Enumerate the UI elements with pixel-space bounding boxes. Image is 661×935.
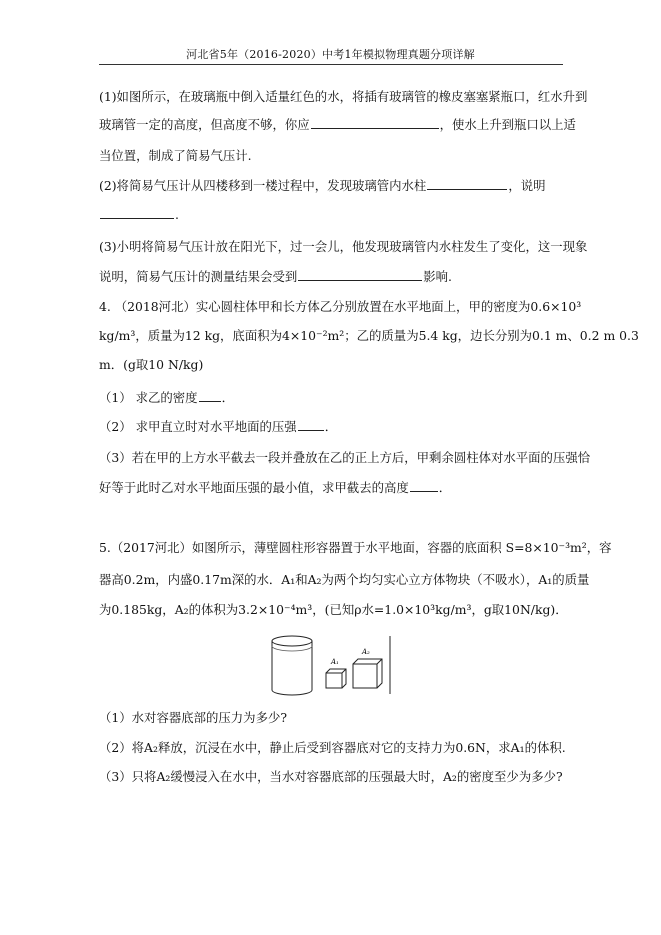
text-line: （3）若在甲的上方水平截去一段并叠放在乙的正上方后，甲剩余圆柱体对水平面的压强恰	[99, 450, 591, 465]
line-text-after-blank: ，使水上升到瓶口以上适	[439, 117, 576, 132]
label-a2: A₂	[362, 648, 370, 656]
text-line: 4. （2018河北）实心圆柱体甲和长方体乙分别放置在水平地面上，甲的密度为0.6×10³	[99, 299, 582, 314]
text-line	[99, 479, 451, 496]
line-text-before-blank: （2） 求甲直立时对水平地面的压强	[99, 419, 297, 434]
line-text-after-blank: ，说明	[508, 178, 546, 193]
line-text-before-blank: （1） 求乙的密度	[99, 390, 198, 405]
fill-in-blank	[410, 479, 438, 492]
text-line	[99, 206, 179, 223]
cube-a2	[353, 648, 382, 688]
fill-in-blank	[199, 389, 221, 402]
fill-in-blank	[427, 177, 507, 190]
text-line: 5.（2017河北）如图所示，薄壁圆柱形容器置于水平地面，容器的底面积 S=8×10⁻³m²，容	[99, 540, 612, 555]
fill-in-blank	[100, 206, 174, 219]
fill-in-blank	[298, 418, 324, 431]
fill-in-blank	[298, 268, 422, 281]
text-line	[99, 268, 452, 285]
container-blocks-figure	[264, 632, 394, 698]
text-line: 当位置，制成了简易气压计.	[99, 148, 252, 163]
text-line: （1）水对容器底部的压力为多少?	[99, 710, 287, 725]
text-line	[99, 418, 337, 435]
text-line: (1)如图所示，在玻璃瓶中倒入适量红色的水，将插有玻璃管的橡皮塞塞紧瓶口，红水升到	[99, 89, 588, 104]
text-line: 为0.185kg，A₂的体积为3.2×10⁻⁴m³，(已知ρ水=1.0×10³kg/m³，g取10N/kg)．	[99, 602, 568, 617]
line-text-before-blank: 玻璃管一定的高度，但高度不够，你应	[99, 117, 310, 132]
text-line: m．(g取10 N/kg)	[99, 357, 204, 372]
line-text-after-blank: ．	[221, 390, 234, 405]
fill-in-blank	[311, 116, 439, 129]
text-line: (3)小明将简易气压计放在阳光下，过一会儿，他发现玻璃管内水柱发生了变化，这一现象	[99, 239, 588, 254]
text-line	[99, 116, 576, 133]
text-line	[99, 389, 234, 406]
header-rule	[99, 64, 563, 65]
text-line: kg/m³，质量为12 kg，底面积为4×10⁻²m²；乙的质量为5.4 kg，边长分别为0.1 m、0.2 m 0.3	[99, 328, 639, 343]
line-text-before-blank: 好等于此时乙对水平地面压强的最小值，求甲截去的高度	[99, 480, 409, 495]
text-line	[99, 177, 546, 194]
text-line: 器高0.2m，内盛0.17m深的水．A₁和A₂为两个均匀实心立方体物块（不吸水），A₁的质量	[99, 572, 590, 587]
line-text-after-blank: ．	[324, 419, 338, 434]
cube-a1	[326, 658, 346, 688]
text-line: （3）只将A₂缓慢浸入在水中，当水对容器底部的压强最大时，A₂的密度至少为多少?	[99, 769, 563, 784]
line-text-before-blank: (2)将简易气压计从四楼移到一楼过程中，发现玻璃管内水柱	[99, 178, 427, 193]
line-text-after-blank: ．	[438, 480, 452, 495]
label-a1: A₁	[331, 658, 339, 666]
line-text-after-blank: 影响.	[423, 269, 452, 284]
line-text-before-blank: 说明，简易气压计的测量结果会受到	[99, 269, 298, 284]
text-line: （2）将A₂释放，沉浸在水中，静止后受到容器底对它的支持力为0.6N，求A₁的体积.	[99, 740, 566, 755]
page-header: 河北省5年（2016-2020）中考1年模拟物理真题分项详解	[186, 48, 475, 61]
line-text-after-blank: .	[175, 207, 179, 222]
